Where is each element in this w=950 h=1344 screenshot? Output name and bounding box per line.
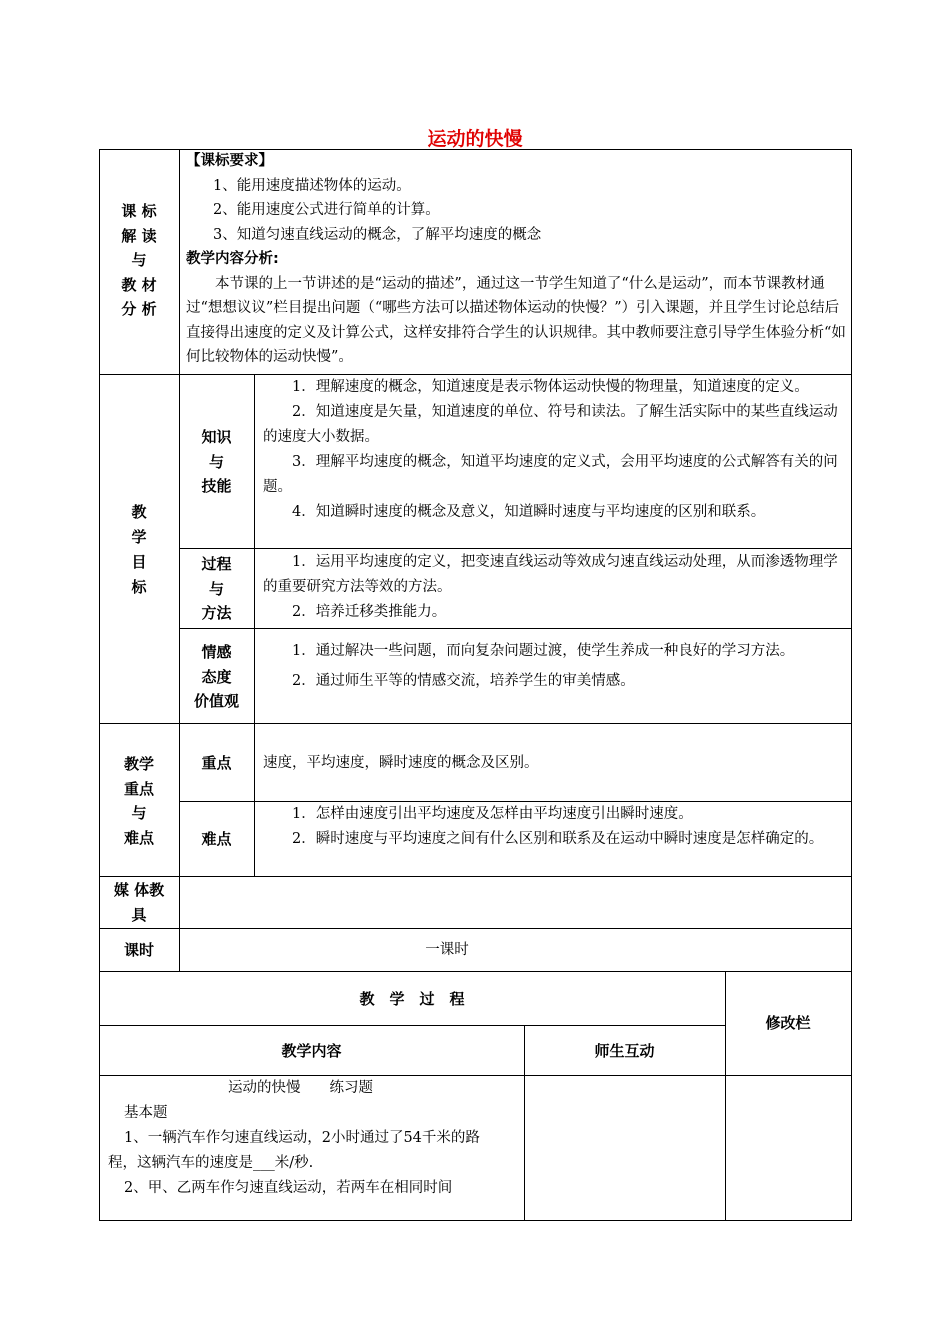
label-line: 媒 体教 xyxy=(113,881,165,899)
exercise-content xyxy=(108,1076,508,1201)
row-divider xyxy=(99,928,851,929)
exercise-title: 运动的快慢 练习题 xyxy=(228,1080,373,1096)
row-divider xyxy=(99,723,851,724)
sublabel-knowledge xyxy=(179,425,254,499)
curriculum-content xyxy=(186,149,846,370)
sublabel-process xyxy=(179,552,254,626)
label-line: 知识 xyxy=(201,428,232,446)
revision-header: 修改栏 xyxy=(765,1014,811,1032)
sublabel-key: 重点 xyxy=(201,754,232,772)
row-divider xyxy=(99,876,851,877)
section-label-media xyxy=(99,878,179,927)
label-line: 与 xyxy=(131,804,147,822)
label-line: 价值观 xyxy=(193,692,239,710)
difficult-content xyxy=(263,802,845,852)
label-line: 重点 xyxy=(123,779,154,798)
section-label-keypoints xyxy=(99,752,179,850)
objective-item: 4．知道瞬时速度的概念及意义，知道瞬时速度与平均速度的区别和联系。 xyxy=(292,504,766,520)
objective-item: 2．培养迁移类推能力。 xyxy=(292,604,447,620)
exercise-question: 1、一辆汽车作匀速直线运动，2小时通过了54千米的路程，这辆汽车的速度是___米/秒. xyxy=(108,1130,480,1171)
difficult-item: 1．怎样由速度引出平均速度及怎样由平均速度引出瞬时速度。 xyxy=(292,806,693,822)
requirement-item: 2、能用速度公式进行简单的计算。 xyxy=(213,202,440,218)
label-line: 方法 xyxy=(201,604,232,622)
requirements-heading: 【课标要求】 xyxy=(186,153,273,169)
objective-item: 1．运用平均速度的定义，把变速直线运动等效成匀速直线运动处理，从而渗透物理学的重要研究方法等效的方法。 xyxy=(263,554,838,595)
objective-item: 2．知道速度是矢量，知道速度的单位、符号和读法。了解生活实际中的某些直线运动的速度大小数据。 xyxy=(263,404,838,445)
requirement-item: 3、知道匀速直线运动的概念，了解平均速度的概念 xyxy=(213,226,542,243)
subrow-divider xyxy=(99,1025,725,1026)
analysis-text: 本节课的上一节讲述的是“运动的描述”，通过这一节学生知道了“什么是运动”，而本节课教材通过“想想议议”栏目提出问题（“哪些方法可以描述物体运动的快慢？”）引入课题，并且学生讨论总结后直接得出速度的定义及计算公式，这样安排符合学生的认识规律。其中教师要注意引导学生体验分析“如何比较物体的运动快慢”。 xyxy=(186,275,846,365)
section-label-period: 课时 xyxy=(123,941,154,959)
label-line: 教学 xyxy=(123,755,154,773)
label-line: 解 读 xyxy=(121,226,157,245)
label-line: 与 xyxy=(208,452,224,471)
label-line: 目 xyxy=(131,553,147,571)
knowledge-content xyxy=(263,375,845,525)
col-divider xyxy=(725,971,726,1220)
emotion-content xyxy=(263,636,845,696)
requirement-item: 1、能用速度描述物体的运动。 xyxy=(213,177,411,194)
label-line: 教 xyxy=(131,503,147,521)
period-value: 一课时 xyxy=(425,942,469,958)
sublabel-difficult: 难点 xyxy=(201,830,232,848)
label-line: 技能 xyxy=(201,477,232,495)
process-header: 教 学 过 程 xyxy=(359,990,465,1008)
label-line: 难点 xyxy=(123,828,154,847)
sublabel-emotion xyxy=(179,640,254,714)
page-title: 运动的快慢 xyxy=(427,128,523,150)
label-line: 分 析 xyxy=(121,300,157,318)
objective-item: 2．通过师生平等的情感交流，培养学生的审美情感。 xyxy=(292,673,635,689)
label-line: 过程 xyxy=(201,555,232,573)
exercise-question: 2、甲、乙两车作匀速直线运动，若两车在相同时间 xyxy=(124,1180,453,1196)
objective-item: 1．通过解决一些问题，而向复杂问题过渡，使学生养成一种良好的学习方法。 xyxy=(292,643,795,659)
label-line: 具 xyxy=(131,905,147,924)
col-divider xyxy=(179,149,180,928)
subrow-divider xyxy=(179,548,851,549)
key-text: 速度，平均速度，瞬时速度的概念及区别。 xyxy=(263,755,539,771)
process-content xyxy=(263,550,845,625)
objective-item: 1．理解速度的概念，知道速度是表示物体运动快慢的物理量，知道速度的定义。 xyxy=(292,379,809,395)
label-line: 课 标 xyxy=(121,202,157,220)
label-line: 标 xyxy=(131,578,147,596)
analysis-heading: 教学内容分析: xyxy=(186,251,279,267)
table-border-right xyxy=(851,149,852,1221)
objective-item: 3．理解平均速度的概念，知道平均速度的定义式，会用平均速度的公式解答有关的问题。 xyxy=(263,454,838,495)
label-line: 与 xyxy=(131,251,147,269)
content-column-header: 教学内容 xyxy=(281,1042,342,1060)
label-line: 情感 xyxy=(201,643,232,661)
exercise-basic: 基本题 xyxy=(124,1105,168,1121)
section-label-objectives xyxy=(99,500,179,600)
label-line: 学 xyxy=(131,528,147,546)
subrow-divider xyxy=(179,628,851,629)
label-line: 教 材 xyxy=(121,275,157,294)
label-line: 态度 xyxy=(201,667,232,686)
interaction-column-header: 师生互动 xyxy=(594,1042,655,1060)
difficult-item: 2．瞬时速度与平均速度之间有什么区别和联系及在运动中瞬时速度是怎样确定的。 xyxy=(292,831,824,847)
table-border-bottom xyxy=(99,1220,851,1221)
section-label-curriculum xyxy=(99,199,179,322)
row-divider xyxy=(99,971,851,972)
label-line: 与 xyxy=(208,579,224,598)
